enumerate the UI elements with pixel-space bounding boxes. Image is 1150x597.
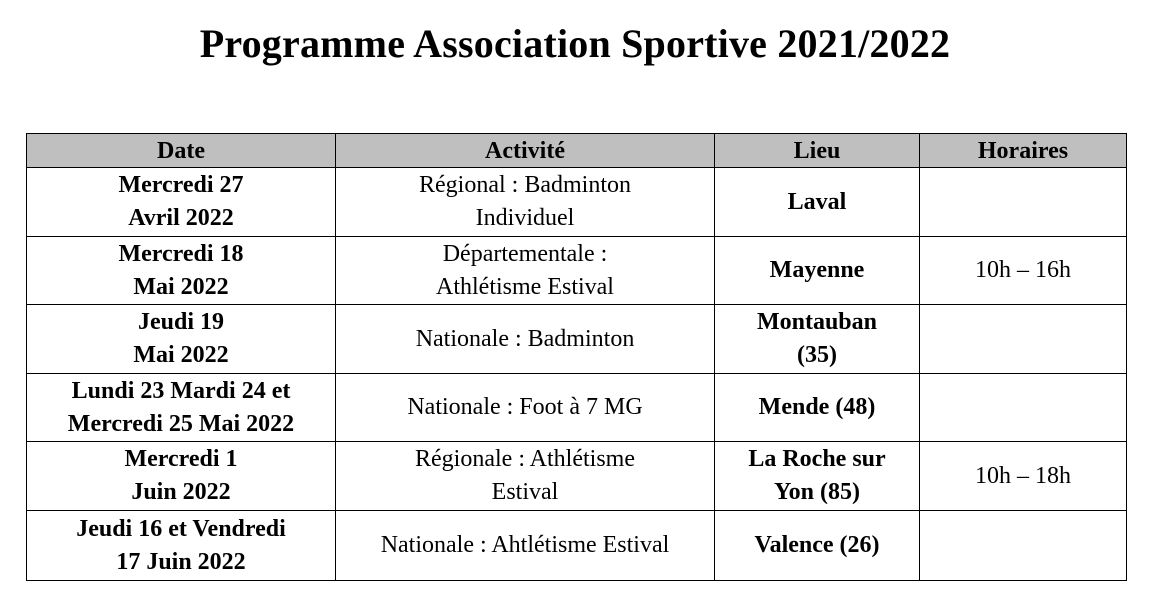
table-row xyxy=(27,374,1127,442)
header-hours: Horaires xyxy=(920,134,1127,168)
header-activity: Activité xyxy=(336,134,715,168)
table-row xyxy=(27,305,1127,374)
activity-line: Nationale : Ahtlétisme Estival xyxy=(380,532,670,558)
cell-date xyxy=(27,374,336,442)
page-title: Programme Association Sportive 2021/2022 xyxy=(199,21,951,66)
cell-date xyxy=(27,168,336,237)
cell-hours: 10h – 16h xyxy=(920,237,1127,305)
date-line: Jeudi 19 xyxy=(137,309,224,335)
date-line: Jeudi 16 et Vendredi xyxy=(76,515,286,542)
header-date: Date xyxy=(27,134,336,168)
cell-activity xyxy=(336,168,715,237)
date-line: Mercredi 27 xyxy=(118,172,244,198)
place-line: Mende (48) xyxy=(758,394,876,420)
cell-activity xyxy=(336,237,715,305)
activity-line: Départementale : xyxy=(442,240,608,267)
date-line: Mai 2022 xyxy=(133,273,229,300)
table-row xyxy=(27,442,1127,511)
date-line: Juin 2022 xyxy=(131,479,231,505)
activity-line: Régionale : Athlétisme xyxy=(415,446,635,472)
cell-place xyxy=(715,305,920,374)
place-line: Laval xyxy=(787,188,847,215)
date-line: Mai 2022 xyxy=(133,342,229,368)
cell-date xyxy=(27,511,336,581)
activity-line: Nationale : Badminton xyxy=(415,325,635,352)
table-row xyxy=(27,237,1127,305)
place-line: Montauban xyxy=(756,309,878,335)
date-line: Avril 2022 xyxy=(128,205,234,231)
schedule-table xyxy=(26,133,1127,581)
header-place: Lieu xyxy=(715,134,920,168)
activity-line: Individuel xyxy=(475,205,575,231)
cell-hours xyxy=(920,511,1127,581)
date-line: Lundi 23 Mardi 24 et xyxy=(71,377,291,404)
cell-hours xyxy=(920,374,1127,442)
cell-place xyxy=(715,168,920,237)
activity-line: Athlétisme Estival xyxy=(436,273,614,300)
cell-activity xyxy=(336,374,715,442)
place-line: (35) xyxy=(797,342,837,368)
activity-line: Régional : Badminton xyxy=(419,172,631,198)
cell-date xyxy=(27,305,336,374)
cell-place xyxy=(715,442,920,511)
cell-date xyxy=(27,237,336,305)
date-line: 17 Juin 2022 xyxy=(116,548,246,575)
cell-hours xyxy=(920,305,1127,374)
date-line: Mercredi 1 xyxy=(124,446,238,472)
cell-activity xyxy=(336,511,715,581)
date-line: Mercredi 18 xyxy=(118,240,244,267)
place-line: Valence (26) xyxy=(754,532,880,558)
cell-date xyxy=(27,442,336,511)
place-line: Yon (85) xyxy=(773,479,860,505)
place-line: La Roche sur xyxy=(748,446,886,472)
table-row xyxy=(27,511,1127,581)
cell-activity xyxy=(336,442,715,511)
cell-place xyxy=(715,374,920,442)
date-line: Mercredi 25 Mai 2022 xyxy=(67,410,295,437)
cell-place xyxy=(715,511,920,581)
table-row xyxy=(27,168,1127,237)
activity-line: Nationale : Foot à 7 MG xyxy=(407,394,643,420)
cell-hours xyxy=(920,168,1127,237)
place-line: Mayenne xyxy=(769,257,865,283)
cell-place xyxy=(715,237,920,305)
activity-line: Estival xyxy=(491,479,559,505)
table-header-row xyxy=(27,134,1127,168)
cell-activity xyxy=(336,305,715,374)
cell-hours: 10h – 18h xyxy=(920,442,1127,511)
